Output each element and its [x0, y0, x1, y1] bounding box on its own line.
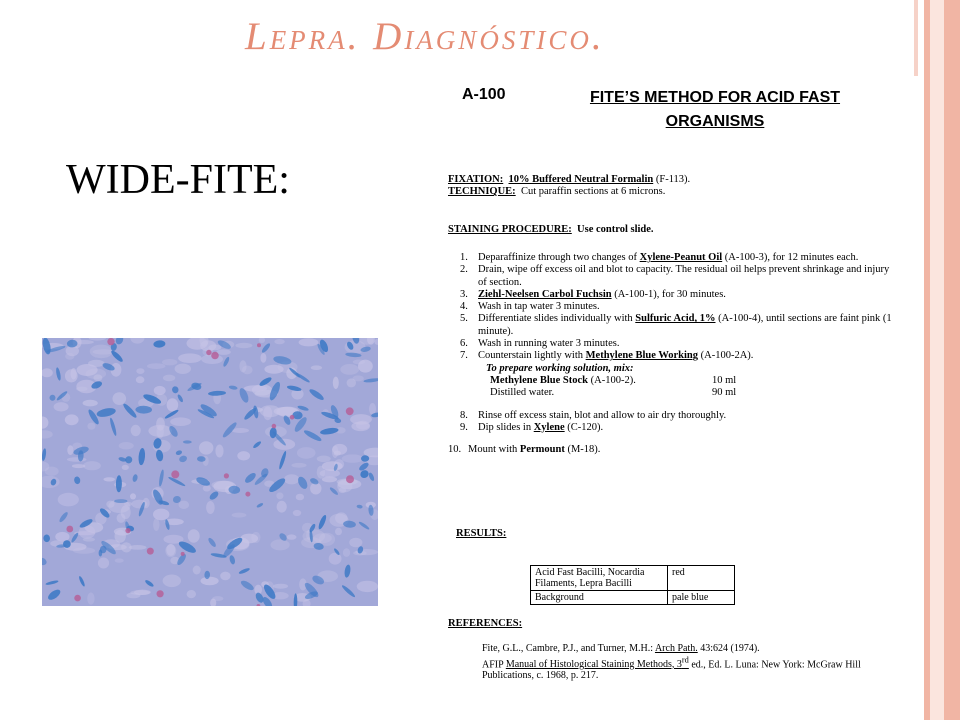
- acid-fast-bacilli: [171, 470, 179, 478]
- tissue-texture: [349, 538, 362, 547]
- tissue-texture: [358, 360, 373, 373]
- acid-fast-bacilli: [211, 352, 219, 360]
- stained-nucleus: [114, 499, 127, 503]
- stripe: [930, 0, 944, 720]
- reference-item: Fite, G.L., Cambre, P.J., and Turner, M.H.: Arch Path. 43:624 (1974).: [482, 643, 760, 654]
- tissue-texture: [65, 414, 79, 425]
- micrograph-svg: [42, 338, 378, 606]
- tissue-texture: [55, 532, 69, 542]
- step-number: 4.: [460, 301, 468, 313]
- step-number: 3.: [460, 288, 468, 300]
- step-text: Mount with Permount (M-18).: [468, 444, 601, 456]
- tissue-texture: [216, 349, 230, 355]
- references-label: REFERENCES:: [448, 618, 523, 629]
- technique-line: [448, 186, 665, 198]
- acid-fast-bacilli: [346, 475, 354, 483]
- tissue-texture: [335, 528, 342, 536]
- mix-row: Methylene Blue Stock (A-100-2). 10 ml: [490, 374, 737, 386]
- step-text: Wash in tap water 3 minutes.: [478, 301, 600, 313]
- technique-label: TECHNIQUE:: [448, 186, 516, 197]
- tissue-texture: [293, 510, 301, 516]
- table-row: [531, 591, 735, 605]
- procedure-step: [460, 422, 900, 434]
- method-title: FITE’S METHOD FOR ACID FAST ORGANISMS: [589, 89, 841, 130]
- tissue-texture: [54, 402, 69, 411]
- stripe: [944, 0, 960, 720]
- procedure-step: [460, 264, 900, 289]
- result-color: red: [668, 566, 735, 591]
- tissue-texture: [154, 386, 166, 395]
- tissue-texture: [148, 425, 172, 437]
- tissue-texture: [86, 369, 107, 380]
- tissue-texture: [136, 368, 144, 374]
- results-table: [530, 565, 735, 605]
- tissue-texture: [291, 463, 306, 468]
- step-number: 7.: [460, 350, 468, 362]
- step-text: Drain, wipe off excess oil and blot to capacity. The residual oil helps prevent shrinkage and injury of section.: [478, 264, 890, 288]
- result-item: Acid Fast Bacilli, Nocardia Filaments, Lepra Bacilli: [531, 566, 668, 591]
- procedure-step: [460, 350, 900, 362]
- tissue-texture: [212, 596, 223, 601]
- tissue-texture: [351, 422, 370, 432]
- step-number: 5.: [460, 313, 468, 325]
- tissue-texture: [297, 447, 316, 459]
- tissue-texture: [296, 494, 304, 501]
- tissue-texture: [215, 445, 223, 458]
- procedure-step: [460, 338, 900, 350]
- acid-fast-bacilli: [272, 424, 277, 429]
- mix-row: Distilled water. 90 ml: [490, 387, 737, 399]
- tissue-texture: [175, 364, 191, 374]
- tissue-texture: [131, 425, 141, 436]
- staining-label: STAINING PROCEDURE:: [448, 224, 572, 235]
- tissue-texture: [132, 500, 148, 509]
- tissue-texture: [237, 451, 250, 460]
- acid-fast-bacilli: [346, 407, 354, 415]
- tissue-texture: [311, 365, 322, 370]
- tissue-texture: [220, 572, 230, 581]
- tissue-texture: [274, 339, 284, 344]
- fixation-ref: (F-113).: [655, 174, 691, 185]
- result-item: Background: [531, 591, 668, 605]
- tissue-texture: [287, 534, 297, 539]
- step-text: Counterstain lightly with Methylene Blue Working (A-100-2A).: [478, 350, 754, 362]
- tissue-texture: [178, 353, 202, 363]
- staining-value: Use control slide.: [577, 224, 654, 235]
- slide-subtitle: WIDE-FITE:: [66, 157, 290, 203]
- acid-fast-bacilli: [125, 528, 130, 533]
- tissue-texture: [147, 363, 165, 369]
- tissue-texture: [277, 501, 287, 513]
- references: [482, 643, 882, 682]
- tissue-texture: [136, 376, 145, 383]
- tissue-texture: [299, 338, 319, 346]
- results-label: RESULTS:: [456, 528, 507, 539]
- tissue-texture: [167, 398, 179, 411]
- fixation-value: 10% Buffered Neutral Formalin: [508, 174, 654, 185]
- tissue-texture: [98, 558, 109, 569]
- tissue-texture: [317, 466, 325, 479]
- tissue-texture: [187, 590, 196, 598]
- tissue-texture: [193, 566, 201, 575]
- tissue-texture: [163, 375, 175, 382]
- tissue-texture: [329, 553, 342, 565]
- tissue-texture: [153, 518, 159, 531]
- step-number: 8.: [460, 409, 468, 421]
- tissue-texture: [232, 513, 247, 518]
- tissue-texture: [83, 537, 95, 541]
- reference-item: AFIP Manual of Histological Staining Methods, 3rd ed., Ed. L. Luna: New York: McGraw Hill Publications, c. 1968, p. 217.: [482, 655, 861, 682]
- tissue-texture: [103, 477, 115, 481]
- tissue-texture: [67, 445, 73, 455]
- procedure-step: [460, 410, 900, 422]
- procedure-step: [460, 289, 900, 301]
- table-row: [531, 566, 735, 591]
- procedure-step: [460, 252, 900, 264]
- tissue-texture: [260, 405, 280, 417]
- tissue-texture: [303, 529, 326, 543]
- step-text: Ziehl-Neelsen Carbol Fuchsin (A-100-1), for 30 minutes.: [478, 288, 726, 300]
- step-text: Deparaffinize through two changes of Xylene-Peanut Oil (A-100-3), for 12 minutes each.: [478, 252, 859, 263]
- step-number: 1.: [460, 252, 468, 263]
- step-text: Dip slides in Xylene (C-120).: [478, 421, 604, 433]
- fite-method-document: [400, 76, 920, 720]
- tissue-texture: [276, 492, 283, 499]
- tissue-texture: [343, 548, 350, 557]
- micrograph-image: [42, 338, 378, 606]
- tissue-texture: [333, 377, 339, 389]
- tissue-texture: [121, 505, 131, 519]
- procedure-step: [460, 301, 900, 313]
- acid-fast-bacilli: [157, 590, 164, 597]
- tissue-texture: [163, 575, 181, 588]
- prep-note: To prepare working solution, mix:: [486, 362, 634, 374]
- tissue-texture: [71, 368, 77, 379]
- tissue-texture: [162, 359, 177, 365]
- tissue-texture: [67, 457, 87, 462]
- tissue-texture: [122, 465, 129, 470]
- tissue-texture: [239, 360, 246, 372]
- tissue-texture: [235, 343, 252, 348]
- tissue-texture: [58, 493, 79, 507]
- tissue-texture: [126, 593, 140, 599]
- tissue-texture: [113, 392, 127, 405]
- tissue-texture: [260, 353, 266, 363]
- step-text: Rinse off excess stain, blot and allow to air dry thoroughly.: [478, 409, 727, 421]
- tissue-texture: [232, 428, 249, 433]
- acid-fast-bacilli: [224, 473, 229, 478]
- tissue-texture: [119, 442, 134, 449]
- tissue-texture: [322, 461, 343, 471]
- tissue-texture: [357, 581, 378, 592]
- acid-fast-bacilli: [74, 595, 81, 602]
- step-number: 9.: [460, 421, 468, 433]
- tissue-texture: [130, 493, 136, 499]
- step-number: 10.: [448, 444, 462, 456]
- staining-line: [448, 224, 654, 236]
- tissue-texture: [203, 485, 211, 491]
- step-text: Differentiate slides individually with Sulfuric Acid, 1% (A-100-4), until sections are faint pink (1 minute).: [478, 313, 892, 337]
- tissue-texture: [240, 534, 258, 544]
- fixation-label: FIXATION:: [448, 174, 504, 185]
- tissue-texture: [93, 349, 115, 354]
- tissue-texture: [340, 364, 359, 375]
- stained-nucleus: [99, 550, 103, 557]
- tissue-texture: [273, 584, 288, 589]
- procedure-step: [460, 313, 900, 338]
- acid-fast-bacilli: [147, 548, 154, 555]
- tissue-texture: [106, 501, 114, 508]
- tissue-texture: [83, 400, 98, 407]
- tissue-texture: [353, 375, 364, 381]
- tissue-texture: [322, 476, 337, 482]
- technique-value: Cut paraffin sections at 6 microns.: [520, 186, 666, 197]
- tissue-texture: [284, 474, 299, 484]
- tissue-texture: [206, 501, 215, 514]
- acid-fast-bacilli: [206, 350, 211, 355]
- acid-fast-bacilli: [290, 415, 295, 420]
- tissue-texture: [87, 423, 95, 430]
- step-number: 6.: [460, 338, 468, 350]
- tissue-texture: [170, 417, 191, 426]
- tissue-texture: [115, 558, 124, 562]
- tissue-texture: [271, 539, 290, 550]
- step-text: Wash in running water 3 minutes.: [478, 338, 620, 350]
- tissue-texture: [165, 544, 176, 557]
- tissue-texture: [342, 454, 364, 462]
- procedure-step: [448, 444, 900, 456]
- fixation-line: [448, 174, 690, 186]
- tissue-texture: [179, 501, 190, 509]
- method-code: A-100: [462, 86, 506, 103]
- acid-fast-bacilli: [66, 526, 73, 533]
- tissue-texture: [201, 577, 219, 586]
- tissue-texture: [65, 353, 74, 360]
- slide-title: Lepra. Diagnóstico.: [245, 15, 605, 58]
- step-number: 2.: [460, 264, 468, 276]
- tissue-texture: [332, 446, 338, 458]
- tissue-texture: [317, 456, 331, 463]
- acid-fast-bacilli: [245, 492, 250, 497]
- acid-fast-bacilli: [181, 552, 185, 556]
- result-color: pale blue: [668, 591, 735, 605]
- procedure-steps: [448, 252, 900, 456]
- decorative-stripes: [914, 0, 960, 720]
- tissue-texture: [87, 593, 94, 605]
- acid-fast-bacilli: [257, 343, 261, 347]
- tissue-texture: [199, 441, 213, 454]
- acid-fast-bacilli: [107, 338, 114, 345]
- tissue-texture: [83, 461, 101, 470]
- tissue-texture: [188, 529, 200, 542]
